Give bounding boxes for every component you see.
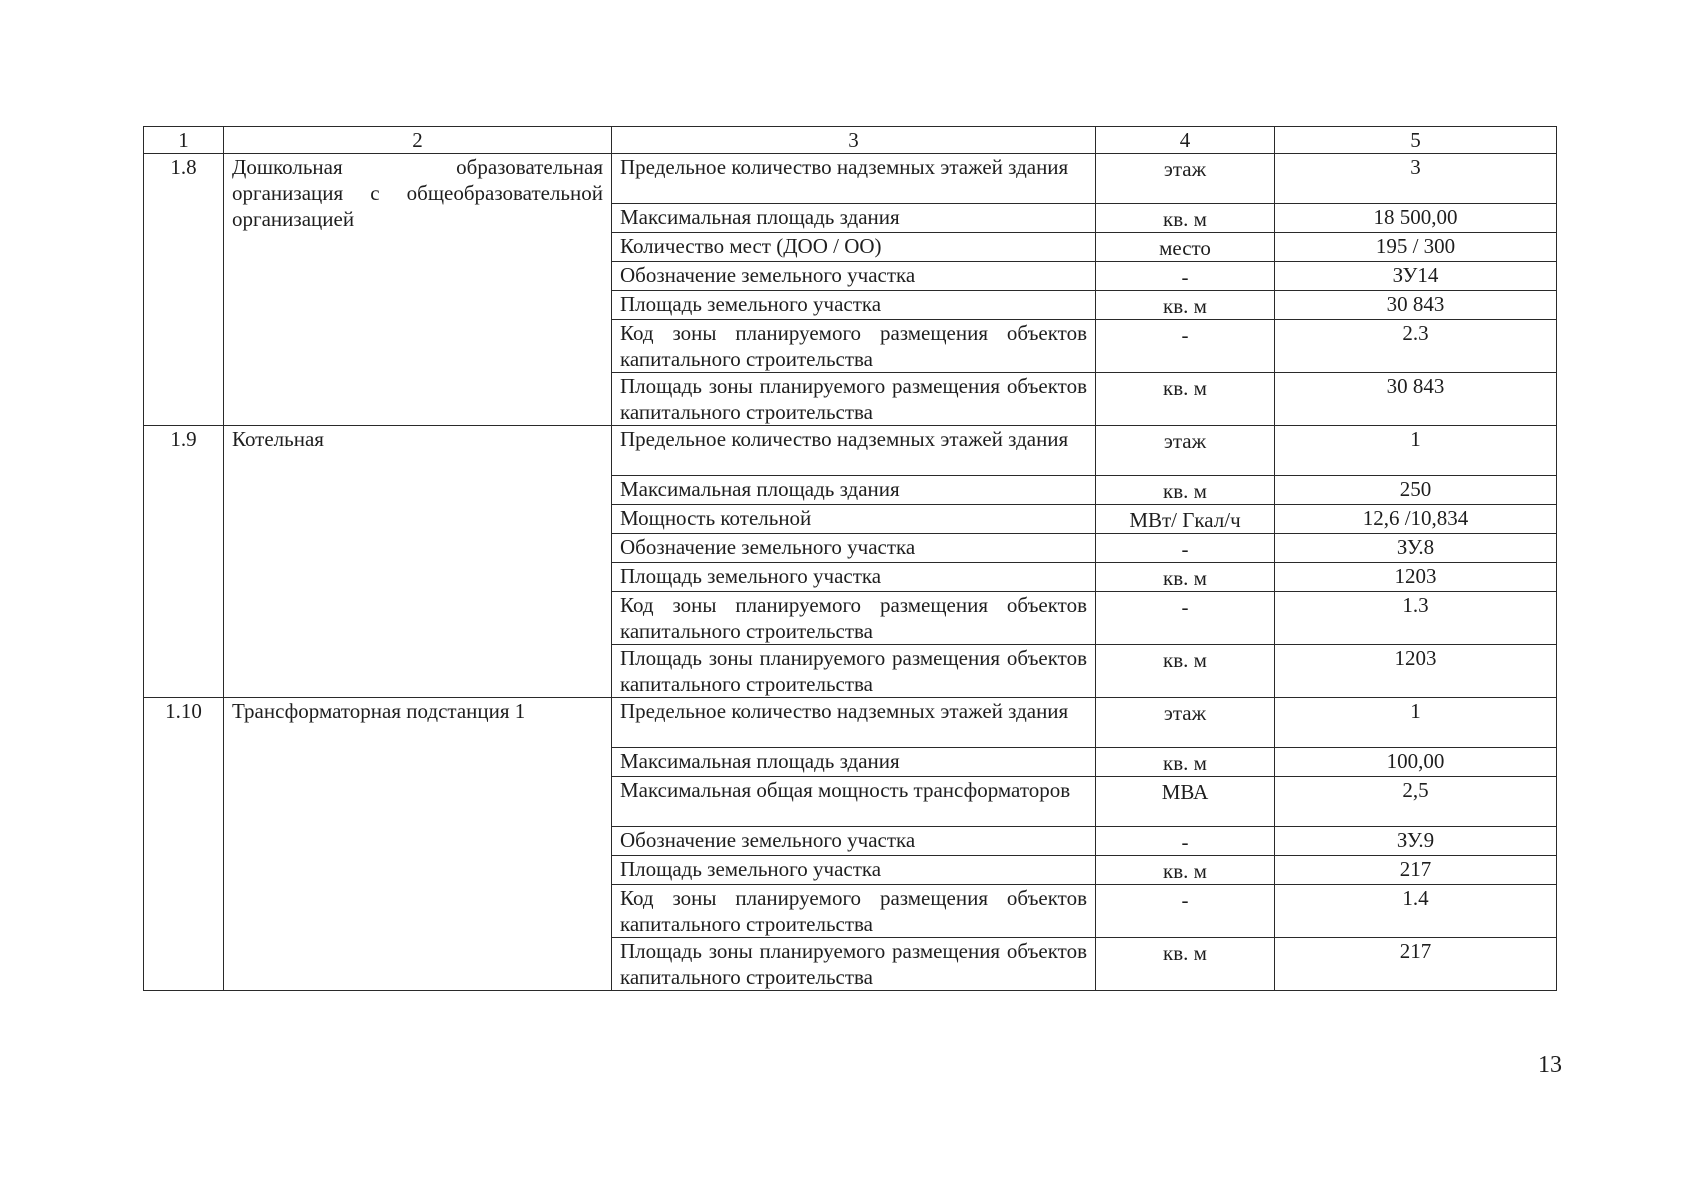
unit-cell: - [1096,885,1275,938]
parameter-cell: Код зоны планируемого размещения объектов капитального строительства [612,320,1096,373]
column-number-cell: 2 [224,127,612,154]
unit-cell: этаж [1096,154,1275,204]
value-cell: 1203 [1275,563,1557,592]
parameter-cell: Предельное количество надземных этажей здания [612,698,1096,748]
specification-table [143,126,1557,991]
object-name-text: организация с общеобразовательной организацией [232,181,603,231]
unit-cell: этаж [1096,426,1275,476]
unit-cell: кв. м [1096,938,1275,991]
item-number: 1.10 [144,698,224,991]
object-name [224,426,612,698]
unit-cell: этаж [1096,698,1275,748]
column-number-cell: 5 [1275,127,1557,154]
unit-cell: кв. м [1096,645,1275,698]
value-cell: 1.4 [1275,885,1557,938]
parameter-cell: Мощность котельной [612,505,1096,534]
page-number: 13 [1538,1052,1562,1078]
unit-cell: кв. м [1096,856,1275,885]
parameter-cell: Обозначение земельного участка [612,534,1096,563]
unit-cell: кв. м [1096,748,1275,777]
item-number: 1.8 [144,154,224,426]
value-cell: ЗУ.9 [1275,827,1557,856]
value-cell: 100,00 [1275,748,1557,777]
value-cell: 30 843 [1275,373,1557,426]
parameter-cell: Код зоны планируемого размещения объектов капитального строительства [612,885,1096,938]
object-name-text: Котельная [232,427,324,451]
unit-cell: кв. м [1096,204,1275,233]
value-cell: 217 [1275,856,1557,885]
parameter-cell: Площадь зоны планируемого размещения объектов капитального строительства [612,373,1096,426]
object-name [224,154,612,426]
column-number-cell: 4 [1096,127,1275,154]
unit-cell: - [1096,262,1275,291]
value-cell: 12,6 /10,834 [1275,505,1557,534]
parameter-cell: Предельное количество надземных этажей здания [612,154,1096,204]
value-cell: 217 [1275,938,1557,991]
unit-cell: кв. м [1096,373,1275,426]
parameter-cell: Площадь зоны планируемого размещения объектов капитального строительства [612,938,1096,991]
parameter-cell: Площадь земельного участка [612,291,1096,320]
value-cell: ЗУ14 [1275,262,1557,291]
table-row [144,154,1557,204]
value-cell: 1 [1275,426,1557,476]
unit-cell: - [1096,320,1275,373]
parameter-cell: Площадь зоны планируемого размещения объектов капитального строительства [612,645,1096,698]
table-row [144,698,1557,748]
value-cell: 2.3 [1275,320,1557,373]
unit-cell: - [1096,827,1275,856]
value-cell: 1 [1275,698,1557,748]
value-cell: 250 [1275,476,1557,505]
value-cell: 1.3 [1275,592,1557,645]
item-number: 1.9 [144,426,224,698]
column-number-cell: 1 [144,127,224,154]
unit-cell: кв. м [1096,476,1275,505]
object-name-line: Дошкольная образовательная [232,155,603,179]
table-row [144,426,1557,476]
value-cell: 3 [1275,154,1557,204]
parameter-cell: Максимальная площадь здания [612,748,1096,777]
parameter-cell: Код зоны планируемого размещения объектов капитального строительства [612,592,1096,645]
parameter-cell: Количество мест (ДОО / ОО) [612,233,1096,262]
value-cell: 195 / 300 [1275,233,1557,262]
column-number-row [144,127,1557,154]
parameter-cell: Предельное количество надземных этажей здания [612,426,1096,476]
unit-cell: кв. м [1096,563,1275,592]
unit-cell: МВА [1096,777,1275,827]
value-cell: 2,5 [1275,777,1557,827]
value-cell: 1203 [1275,645,1557,698]
parameter-cell: Максимальная площадь здания [612,476,1096,505]
unit-cell: место [1096,233,1275,262]
unit-cell: кв. м [1096,291,1275,320]
parameter-cell: Площадь земельного участка [612,563,1096,592]
unit-cell: МВт/ Гкал/ч [1096,505,1275,534]
parameter-cell: Обозначение земельного участка [612,827,1096,856]
parameter-cell: Максимальная площадь здания [612,204,1096,233]
unit-cell: - [1096,592,1275,645]
value-cell: ЗУ.8 [1275,534,1557,563]
parameter-cell: Площадь земельного участка [612,856,1096,885]
parameter-cell: Максимальная общая мощность трансформаторов [612,777,1096,827]
object-name-text: Трансформаторная подстанция 1 [232,699,526,723]
parameter-cell: Обозначение земельного участка [612,262,1096,291]
unit-cell: - [1096,534,1275,563]
column-number-cell: 3 [612,127,1096,154]
value-cell: 18 500,00 [1275,204,1557,233]
object-name [224,698,612,991]
value-cell: 30 843 [1275,291,1557,320]
